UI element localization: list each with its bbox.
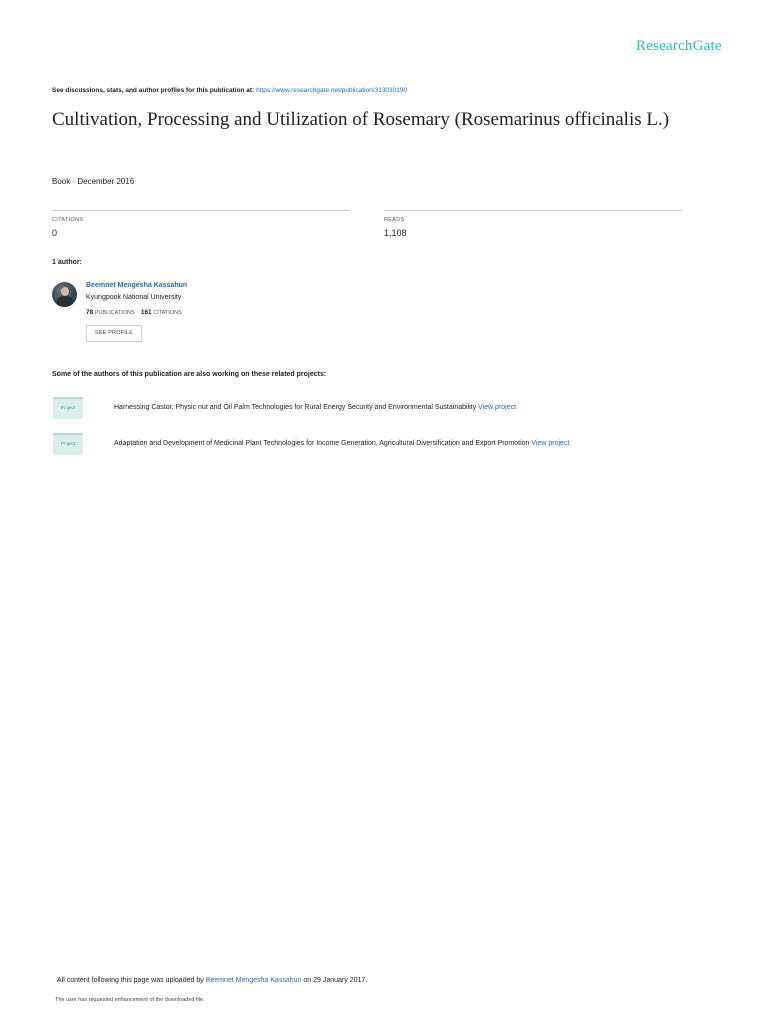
author-publications-count: 78 bbox=[86, 309, 94, 316]
author-citations-count: 161 bbox=[140, 309, 152, 316]
upload-footer bbox=[57, 977, 367, 984]
citations-label: CITATIONS bbox=[52, 217, 84, 223]
author-avatar[interactable] bbox=[52, 282, 77, 307]
researchgate-logo[interactable]: ResearchGate bbox=[636, 38, 722, 54]
reads-label: READS bbox=[384, 217, 405, 223]
footer-suffix: on 29 January 2017. bbox=[303, 977, 368, 984]
citations-divider bbox=[52, 210, 350, 211]
see-profile-button[interactable]: SEE PROFILE bbox=[86, 325, 142, 342]
enhancement-note: The user has requested enhancement of the downloaded file. bbox=[55, 997, 205, 1003]
authors-heading: 1 author: bbox=[52, 259, 82, 266]
discussion-line bbox=[52, 87, 407, 94]
author-publications-label: PUBLICATIONS bbox=[94, 310, 135, 316]
related-project-item bbox=[114, 404, 516, 411]
uploader-link[interactable]: Beemnet Mengesha Kassahun bbox=[205, 977, 302, 984]
author-institution: Kyungpook National University bbox=[86, 294, 182, 301]
discussion-text: See discussions, stats, and author profiles for this publication at: bbox=[52, 87, 255, 94]
author-name-link[interactable]: Beemnet Mengesha Kassahun bbox=[86, 282, 188, 289]
project-title: Harnessing Castor, Physic nut and Oil Palm Technologies for Rural Energy Security and Environmental Sustainability bbox=[114, 404, 477, 411]
project-folder-icon[interactable]: Project bbox=[53, 433, 83, 455]
related-project-item bbox=[114, 440, 569, 447]
reads-divider bbox=[384, 210, 682, 211]
footer-prefix: All content following this page was uploaded by bbox=[57, 977, 204, 984]
view-project-link[interactable]: View project bbox=[531, 440, 570, 447]
reads-value: 1,108 bbox=[384, 228, 407, 238]
view-project-link[interactable]: View project bbox=[478, 404, 517, 411]
author-citations-label: CITATIONS bbox=[153, 310, 182, 316]
citations-value: 0 bbox=[52, 228, 58, 238]
related-projects-heading: Some of the authors of this publication are also working on these related projects: bbox=[52, 371, 327, 378]
author-stats bbox=[86, 309, 182, 316]
project-title: Adaptation and Development of Medicinal Plant Technologies for Income Generation, Agricultural Diversification and Export Promotion bbox=[114, 440, 530, 447]
publication-type-date: Book · December 2016 bbox=[52, 177, 135, 186]
publication-title: Cultivation, Processing and Utilization of Rosemary (Rosemarinus officinalis L.) bbox=[52, 109, 670, 130]
publication-url-link[interactable]: https://www.researchgate.net/publication/313030190 bbox=[256, 87, 408, 94]
project-folder-icon[interactable]: Project bbox=[53, 397, 83, 419]
